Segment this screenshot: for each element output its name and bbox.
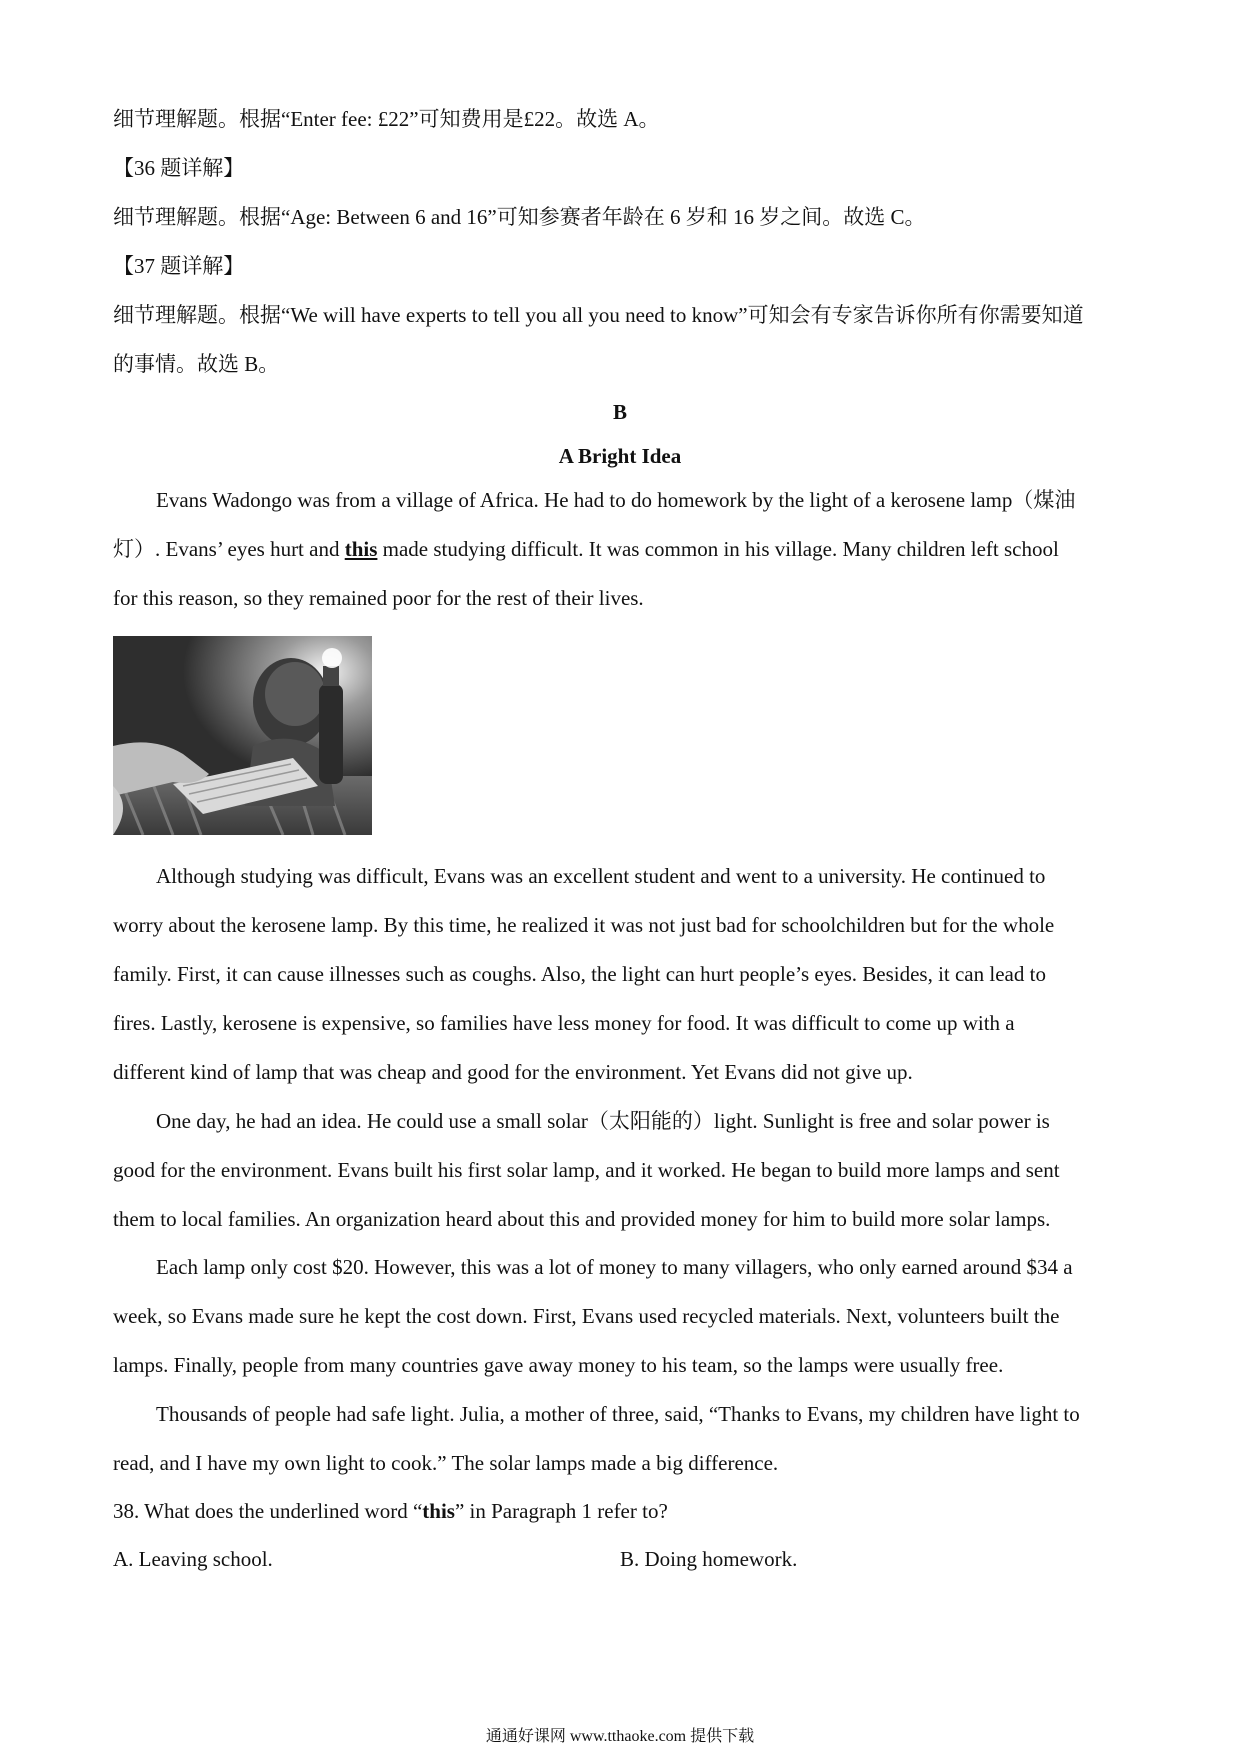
q38-stem-a: 38. What does the underlined word “: [113, 1499, 423, 1523]
q35-explanation: 细节理解题。根据“Enter fee: £22”可知费用是£22。故选 A。: [113, 107, 660, 131]
section-letter: B: [612, 400, 627, 424]
question-38-options: [113, 1544, 273, 1574]
page-footer: 通通好课网 www.tthaoke.com 提供下载: [485, 1728, 755, 1745]
passage-p3-line-2: good for the environment. Evans built his first solar lamp, and it worked. He began to build more lamps and sent: [113, 1158, 1060, 1182]
passage-p4-line-2: week, so Evans made sure he kept the cost down. First, Evans used recycled materials. Next, volunteers built the: [113, 1304, 1060, 1328]
passage-p5-line-1: Thousands of people had safe light. Julia, a mother of three, said, “Thanks to Evans, my children have light to: [156, 1402, 1080, 1426]
q38-option-b: B. Doing homework.: [620, 1547, 798, 1571]
q38-stem-bold: this: [422, 1499, 455, 1523]
passage-p5-line-2: read, and I have my own light to cook.” The solar lamps made a big difference.: [113, 1451, 779, 1475]
underlined-word-this: this: [344, 537, 378, 561]
q37-explanation-line-2: 的事情。故选 B。: [113, 352, 280, 376]
passage-p2-line-2: worry about the kerosene lamp. By this time, he realized it was not just bad for schoolchildren but for the whole: [113, 913, 1055, 937]
p1-text-b: made studying difficult. It was common in his village. Many children left school: [377, 537, 1059, 561]
passage-p1-line-3: for this reason, so they remained poor for the rest of their lives.: [113, 586, 644, 610]
passage-p1-line-1: Evans Wadongo was from a village of Africa. He had to do homework by the light of a kerosene lamp（煤油: [156, 488, 1076, 512]
passage-p2-line-5: different kind of lamp that was cheap and good for the environment. Yet Evans did not give up.: [113, 1060, 913, 1084]
passage-p4-line-1: Each lamp only cost $20. However, this was a lot of money to many villagers, who only earned around $34 a: [156, 1255, 1073, 1279]
passage-p2-line-1: Although studying was difficult, Evans was an excellent student and went to a university. He continued to: [156, 864, 1046, 888]
passage-p3-line-1: One day, he had an idea. He could use a small solar（太阳能的）light. Sunlight is free and solar power is: [156, 1109, 1050, 1133]
q36-explanation: 细节理解题。根据“Age: Between 6 and 16”可知参赛者年龄在 6 岁和 16 岁之间。故选 C。: [113, 205, 926, 229]
passage-p2-line-4: fires. Lastly, kerosene is expensive, so families have less money for food. It was difficult to come up with a: [113, 1011, 1015, 1035]
q36-header: 【36 题详解】: [113, 156, 245, 180]
q38-option-a: A. Leaving school.: [113, 1547, 273, 1571]
q37-header: 【37 题详解】: [113, 254, 245, 278]
boy-reading-by-lamp-photo: [113, 636, 372, 835]
passage-p2-line-3: family. First, it can cause illnesses such as coughs. Also, the light can hurt people’s eyes. Besides, it can lead to: [113, 962, 1046, 986]
passage-p3-line-3: them to local families. An organization heard about this and provided money for him to build more solar lamps.: [113, 1207, 1051, 1231]
p1-text-a: 灯）. Evans’ eyes hurt and: [113, 537, 345, 561]
q37-explanation-line-1: 细节理解题。根据“We will have experts to tell you all you need to know”可知会有专家告诉你所有你需要知道: [113, 303, 1084, 327]
passage-title: A Bright Idea: [558, 444, 682, 468]
question-38-stem: [113, 1496, 668, 1526]
passage-p1-line-2: [113, 534, 1059, 564]
q38-stem-b: ” in Paragraph 1 refer to?: [454, 1499, 668, 1523]
passage-p4-line-3: lamps. Finally, people from many countries gave away money to his team, so the lamps were usually free.: [113, 1353, 1004, 1377]
